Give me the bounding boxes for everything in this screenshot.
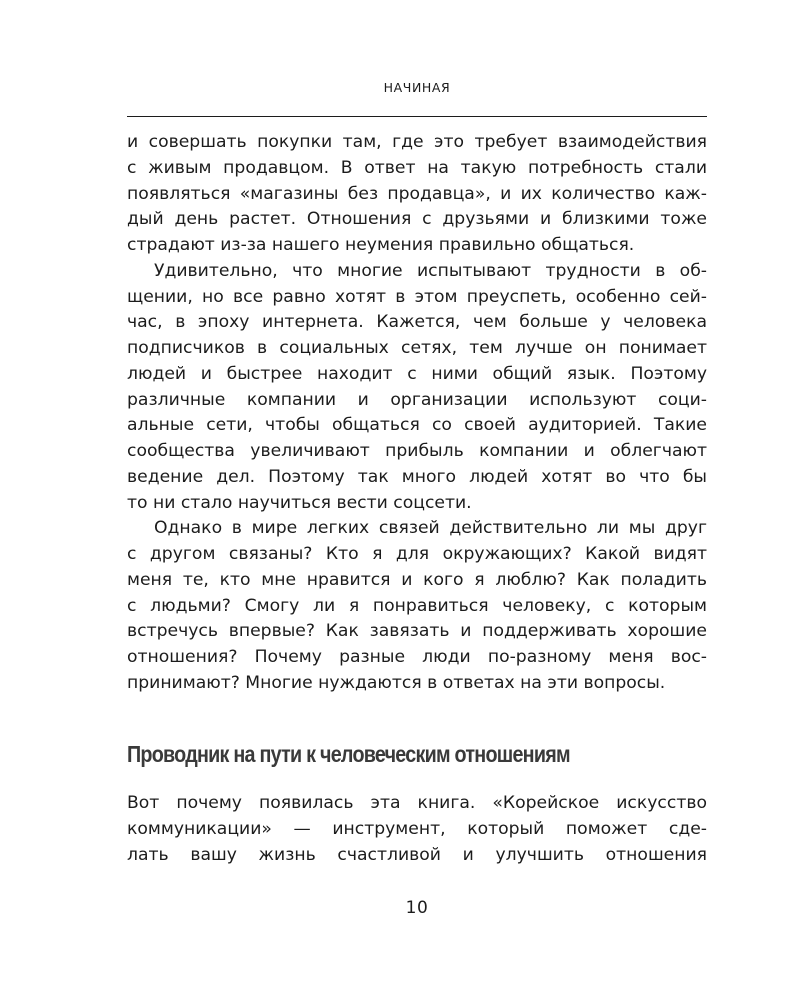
header-rule xyxy=(127,116,707,117)
text-line: час, в эпоху интернета. Кажется, чем больше у человека xyxy=(127,312,707,333)
text-line: страдают из-за нашего неумения правильно общаться. xyxy=(127,235,635,255)
text-line: с живым продавцом. В ответ на такую потребность стали xyxy=(127,157,707,178)
text-line: и совершать покупки там, где это требует взаимодействия xyxy=(127,132,707,152)
text-line: лать вашу жизнь счастливой и улучшить отношения xyxy=(127,844,707,865)
text-line: отношения? Почему разные люди по-разному меня вос- xyxy=(127,647,707,667)
text-line: с другом связаны? Кто я для окружающих? Какой видят xyxy=(127,544,707,564)
body-text-top xyxy=(127,130,707,697)
text-line: Удивительно, что многие испытывают трудности в об- xyxy=(154,260,707,281)
text-line: дый день растет. Отношения с друзьями и близкими тоже xyxy=(127,209,707,230)
text-line: принимают? Многие нуждаются в ответах на эти вопросы. xyxy=(127,672,666,693)
page-number: 10 xyxy=(405,898,429,918)
body-text-bottom xyxy=(127,791,707,868)
text-line: ведение дел. Поэтому так много людей хотят во что бы xyxy=(127,466,707,487)
text-line: Однако в мире легких связей действительно ли мы друг xyxy=(154,518,707,539)
section-heading: Проводник на пути к человеческим отношениям xyxy=(127,741,570,767)
text-line: сообщества увеличивают прибыль компании и облегчают xyxy=(127,441,707,461)
text-line: то ни стало научиться вести соцсети. xyxy=(127,492,472,513)
text-line: людей и быстрее находит с ними общий язык. Поэтому xyxy=(127,363,707,384)
text-line: появляться «магазины без продавца», и их количество каж- xyxy=(127,183,707,204)
running-head: НАЧИНАЯ xyxy=(383,80,451,95)
text-line: различные компании и организации используют соци- xyxy=(127,389,707,410)
text-line: альные сети, чтобы общаться со своей аудиторией. Такие xyxy=(127,415,707,436)
text-line: щении, но все равно хотят в этом преуспеть, особенно сей- xyxy=(127,286,707,307)
text-line: Вот почему появилась эта книга. «Корейское искусство xyxy=(127,793,707,813)
text-line: встречусь впервые? Как завязать и поддерживать хорошие xyxy=(127,621,707,642)
text-line: коммуникации» — инструмент, который поможет сде- xyxy=(127,818,707,839)
text-line: подписчиков в социальных сетях, тем лучше он понимает xyxy=(127,338,707,358)
text-line: меня те, кто мне нравится и кого я люблю? Как поладить xyxy=(127,569,707,590)
text-line: с людьми? Смогу ли я понравиться человеку, с которым xyxy=(127,595,707,616)
